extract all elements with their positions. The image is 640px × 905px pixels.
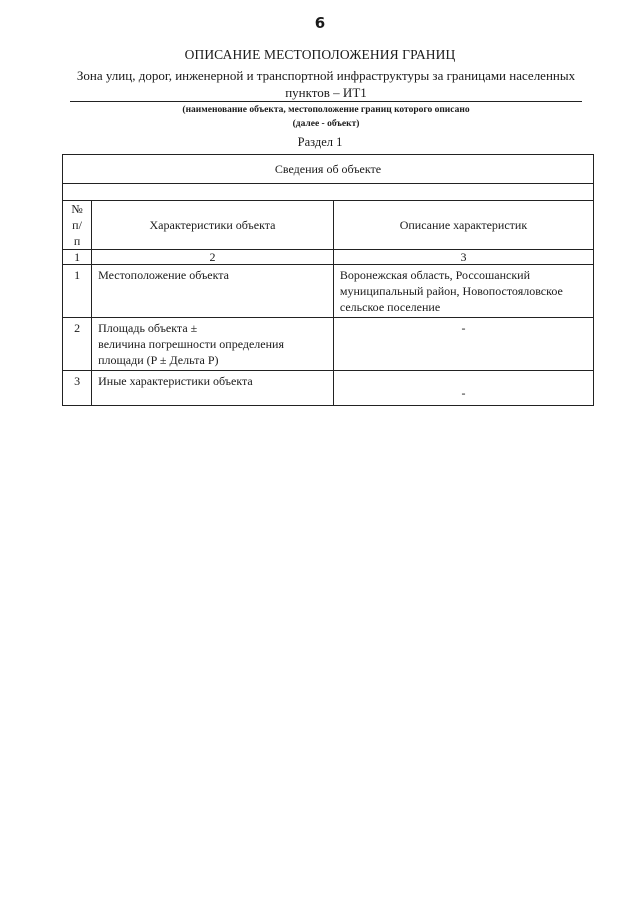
column-header-description: Описание характеристик (333, 201, 593, 250)
row-characteristic: Площадь объекта ± величина погрешности определения площади (P ± Дельта P) (92, 318, 334, 371)
column-header-number: № п/п (63, 201, 92, 250)
section-title: Раздел 1 (297, 135, 343, 149)
table-header-row (63, 155, 594, 184)
document-title: ОПИСАНИЕ МЕСТОПОЛОЖЕНИЯ ГРАНИЦ (184, 47, 456, 62)
page-number: 6 (314, 14, 326, 32)
row-characteristic: Местоположение объекта (92, 265, 334, 318)
column-number-3: 3 (333, 250, 593, 265)
table-row (63, 265, 594, 318)
row-number: 3 (63, 371, 92, 406)
row-number: 2 (63, 318, 92, 371)
table-header: Сведения об объекте (63, 155, 594, 184)
column-number-2: 2 (92, 250, 334, 265)
table-row (63, 318, 594, 371)
underline-rule (70, 101, 582, 102)
column-number-row (63, 250, 594, 265)
row-characteristic: Иные характеристики объекта (92, 371, 334, 406)
row-description: - (333, 371, 593, 406)
table-empty-cell (63, 184, 594, 201)
column-header-row (63, 201, 594, 250)
table-row (63, 371, 594, 406)
table-empty-row (63, 184, 594, 201)
caption-line-2: (далее - объект) (292, 119, 360, 129)
row-description: - (333, 318, 593, 371)
column-header-characteristic: Характеристики объекта (92, 201, 334, 250)
column-number-1: 1 (63, 250, 92, 265)
caption-line-1: (наименование объекта, местоположение границ которого описано (182, 105, 470, 115)
object-name: Зона улиц, дорог, инженерной и транспортной инфраструктуры за границами населенных пунктов – ИТ1 (76, 68, 576, 100)
object-info-table (62, 154, 594, 406)
object-name-caption (70, 103, 582, 131)
row-number: 1 (63, 265, 92, 318)
row-description: Воронежская область, Россошанский муниципальный район, Новопостояловское сельское поселение (333, 265, 593, 318)
